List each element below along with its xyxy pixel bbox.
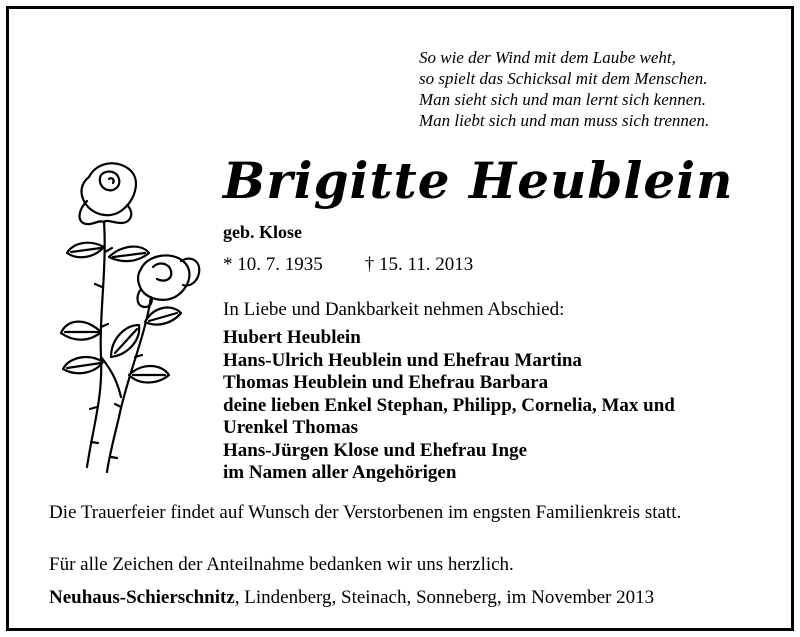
life-dates: [223, 254, 473, 276]
poem: [419, 47, 769, 131]
death-date: † 15. 11. 2013: [364, 254, 474, 275]
thanks-note: Für alle Zeichen der Anteilnahme bedanken wir uns herzlich.: [49, 554, 514, 575]
mourner-line: deine lieben Enkel Stephan, Philipp, Cornelia, Max und: [223, 394, 675, 416]
poem-line: Man sieht sich und man lernt sich kennen.: [419, 90, 707, 109]
mourner-line: Hans-Jürgen Klose und Ehefrau Inge: [223, 439, 528, 461]
places-main: Neuhaus-Schierschnitz: [49, 587, 235, 608]
mourners-list: [223, 327, 753, 485]
maiden-name: geb. Klose: [223, 222, 302, 242]
mourner-line: Urenkel Thomas: [223, 417, 358, 438]
funeral-note: Die Trauerfeier findet auf Wunsch der Verstorbenen im engsten Familienkreis statt.: [49, 502, 682, 523]
poem-line: So wie der Wind mit dem Laube weht,: [419, 48, 676, 67]
mourner-line: Hans-Ulrich Heublein und Ehefrau Martina: [223, 349, 582, 371]
obituary-card: [6, 6, 794, 631]
poem-line: Man liebt sich und man muss sich trennen.: [419, 111, 710, 130]
birth-date: * 10. 7. 1935: [223, 254, 323, 275]
places-line: [49, 587, 654, 609]
mourner-line: Hubert Heublein: [223, 327, 361, 348]
mourner-line: Thomas Heublein und Ehefrau Barbara: [223, 372, 549, 393]
places-rest: , Lindenberg, Steinach, Sonneberg, im November 2013: [234, 587, 655, 608]
deceased-name: Brigitte Heublein: [223, 151, 734, 210]
mourner-line: im Namen aller Angehörigen: [223, 462, 457, 483]
poem-line: so spielt das Schicksal mit dem Menschen.: [419, 69, 708, 88]
farewell-intro: In Liebe und Dankbarkeit nehmen Abschied:: [223, 299, 565, 320]
rose-icon: [49, 157, 209, 477]
